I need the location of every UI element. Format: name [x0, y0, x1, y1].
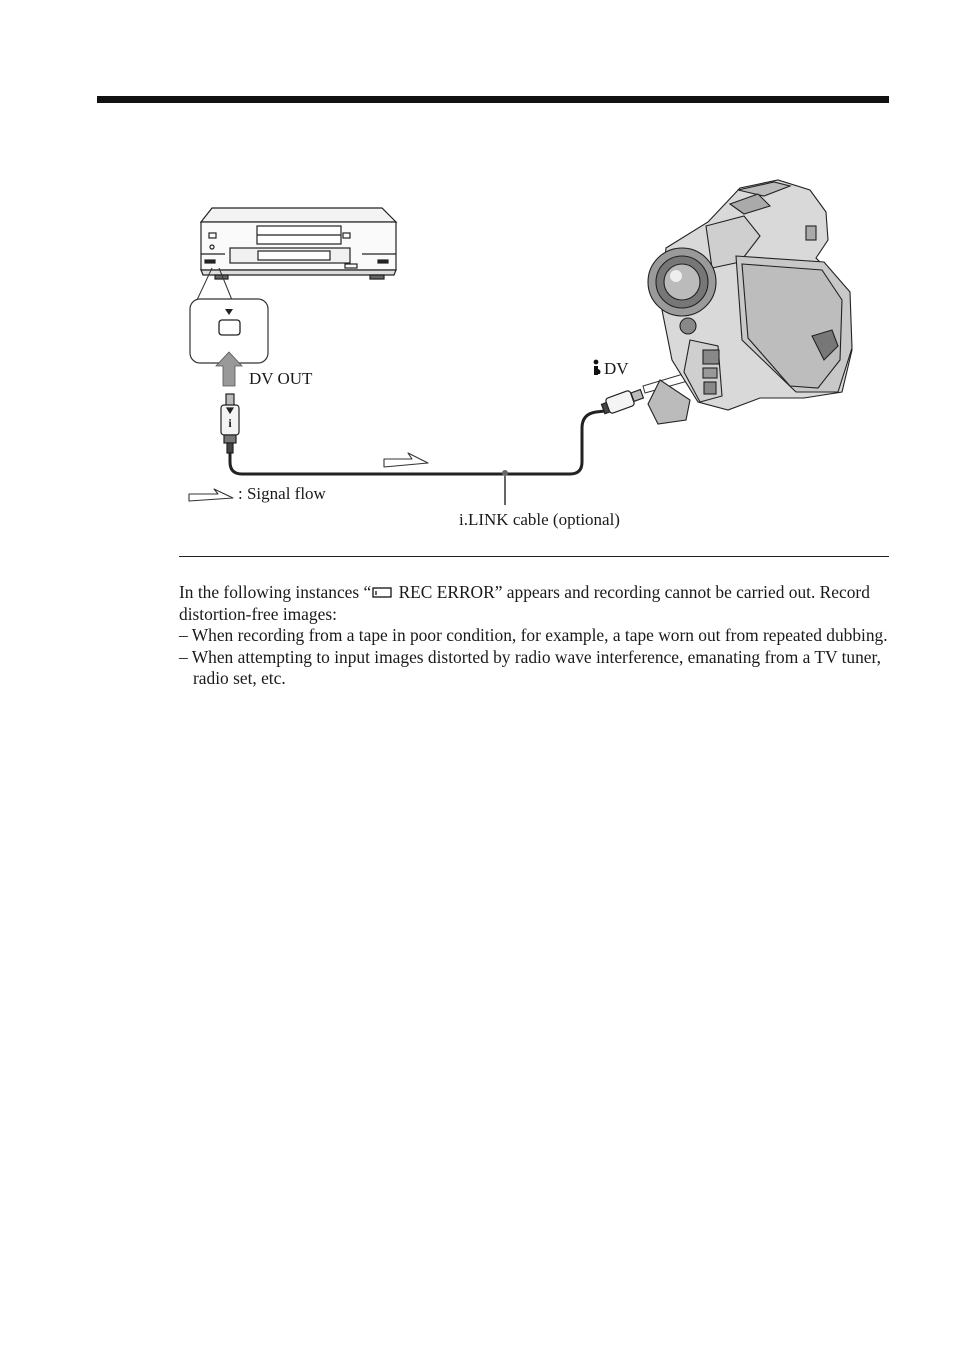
camcorder-icon [648, 180, 852, 424]
signal-flow-label: : Signal flow [238, 484, 326, 503]
signal-flow-legend [188, 484, 326, 504]
vcr-icon [201, 208, 396, 279]
signal-flow-arrow-icon [384, 453, 428, 467]
ilink-icon [592, 359, 602, 377]
note-bullet: – When recording from a tape in poor condition, for example, a tape worn out from repeated dubbing. [179, 625, 888, 645]
connection-diagram [0, 0, 954, 560]
ilink-cable [230, 411, 605, 474]
notes-intro-start: In the following instances “ [179, 582, 372, 602]
dv-in-label-group [592, 359, 629, 379]
note-bullet: – When attempting to input images distorted by radio wave interference, emanating from a TV tuner, radio set, etc. [179, 646, 881, 688]
notes-intro-end: REC ERROR” appears and recording cannot be carried out. Record distortion-free images: [179, 582, 870, 624]
left-plug [221, 394, 239, 453]
dv-out-label: DV OUT [249, 369, 313, 388]
svg-text:i: i [228, 416, 232, 430]
section-rule [179, 556, 889, 557]
signal-flow-legend-arrow-icon [188, 488, 234, 502]
cable-label: i.LINK cable (optional) [459, 510, 620, 529]
notes-intro [179, 582, 891, 625]
right-plug [601, 390, 643, 414]
dv-in-label: DV [604, 359, 629, 378]
tape-icon [372, 586, 392, 599]
notes-section [179, 582, 891, 690]
